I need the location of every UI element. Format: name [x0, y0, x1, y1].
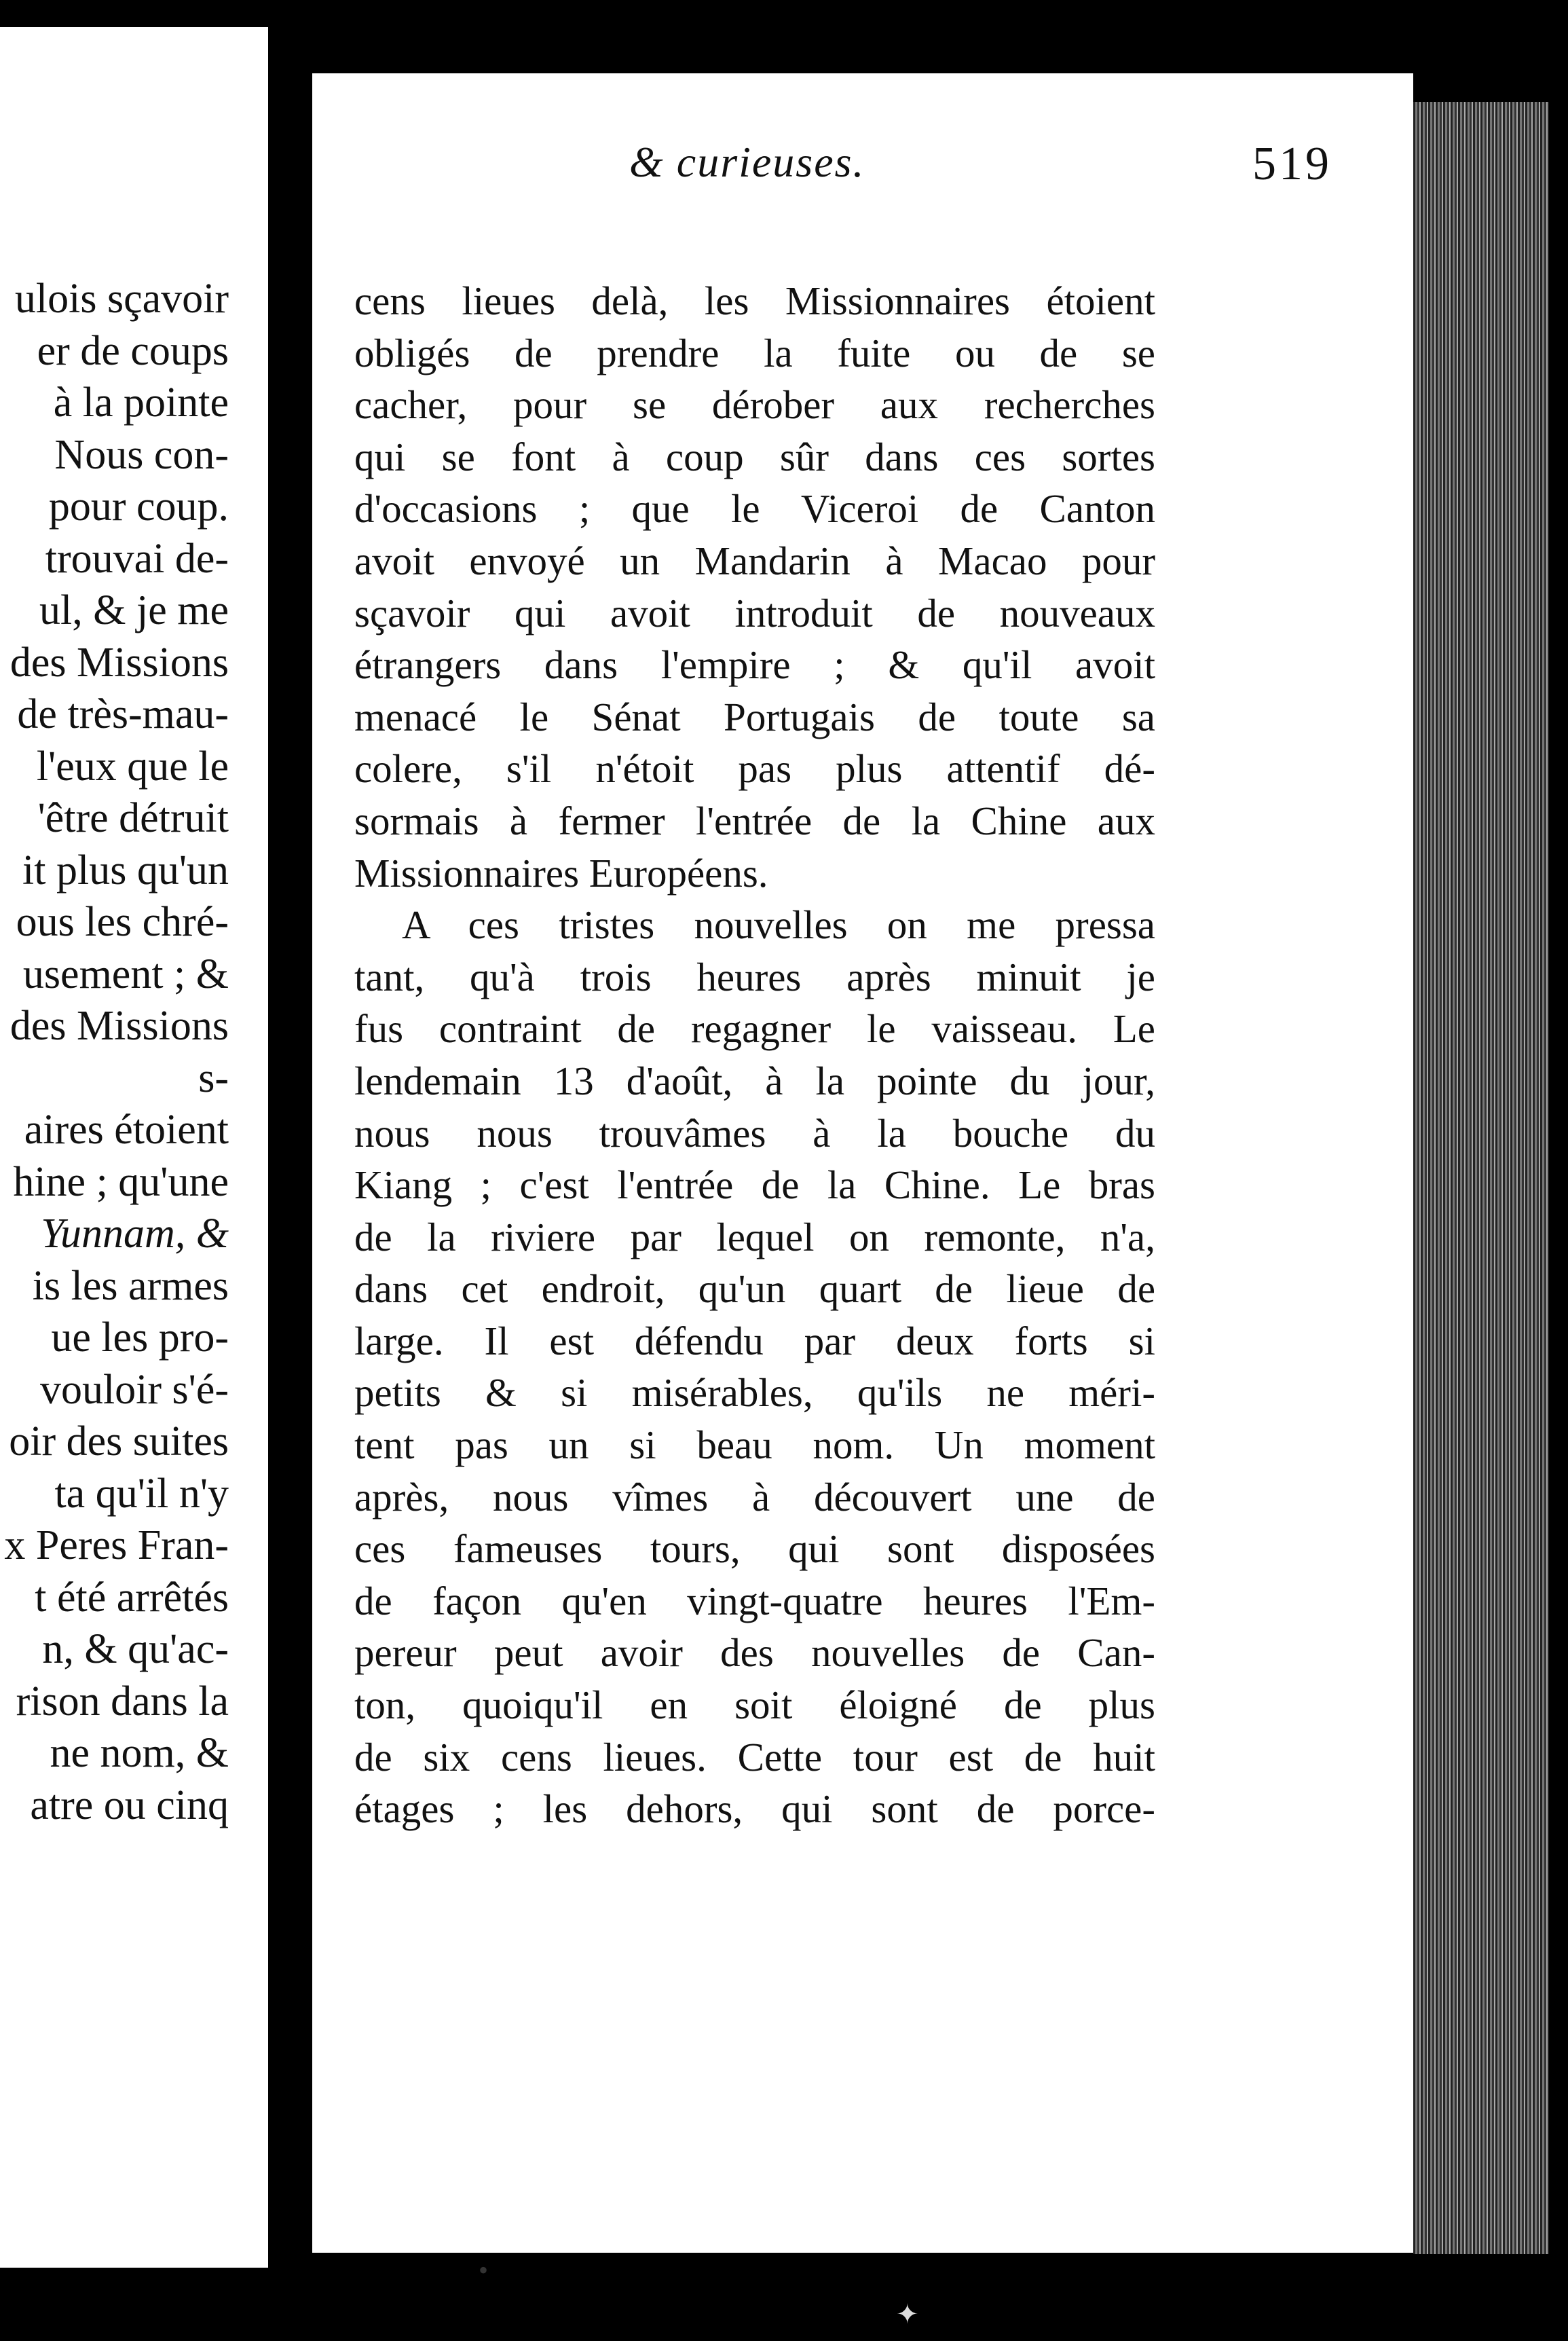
dot-mark: •: [479, 2255, 489, 2285]
text-line: étages ; les dehors, qui sont de porce-: [354, 1786, 1155, 1832]
left-line: it plus qu'un: [22, 847, 229, 893]
left-line: s-: [198, 1054, 229, 1101]
left-line: ulois sçavoir: [14, 276, 229, 322]
left-line: oir des suites: [9, 1418, 229, 1464]
text-line: large. Il est défendu par deux forts si: [354, 1318, 1155, 1363]
left-line: ue les pro-: [51, 1314, 229, 1361]
text-line: Missionnaires Européens.: [354, 850, 768, 896]
text-line: ces fameuses tours, qui sont disposées: [354, 1526, 1155, 1572]
left-line: ous les chré-: [16, 899, 229, 945]
left-line: ul, & je me: [39, 587, 229, 633]
text-line: A ces tristes nouvelles on me pressa: [402, 902, 1155, 948]
left-line: ta qu'il n'y: [54, 1470, 229, 1517]
text-line: d'occasions ; que le Viceroi de Canton: [354, 486, 1155, 532]
text-line: de six cens lieues. Cette tour est de huit: [354, 1734, 1155, 1780]
left-line: 'être détruit: [37, 795, 229, 841]
left-line: trouvai de-: [45, 535, 229, 582]
left-line: rison dans la: [16, 1678, 229, 1725]
running-title: & curieuses.: [629, 138, 865, 186]
left-page: [0, 27, 268, 2268]
text-line: lendemain 13 d'août, à la pointe du jour,: [354, 1058, 1155, 1103]
text-line: tent pas un si beau nom. Un moment: [354, 1422, 1155, 1468]
text-line: tant, qu'à trois heures après minuit je: [354, 954, 1155, 999]
left-line: de très-mau-: [17, 691, 229, 737]
left-line: hine ; qu'une: [13, 1158, 229, 1205]
text-line: cacher, pour se dérober aux recherches: [354, 382, 1155, 428]
text-line: Kiang ; c'est l'entrée de la Chine. Le bras: [354, 1162, 1155, 1208]
left-line: n, & qu'ac-: [42, 1626, 229, 1672]
text-line: étrangers dans l'empire ; & qu'il avoit: [354, 642, 1155, 688]
left-line: Yunnam, &: [41, 1211, 229, 1257]
left-line: atre ou cinq: [30, 1782, 229, 1828]
left-page-text: [0, 273, 229, 1831]
page-edges: [1413, 102, 1549, 2254]
text-line: sormais à fermer l'entrée de la Chine aux: [354, 798, 1155, 843]
text-line: avoit envoyé un Mandarin à Macao pour: [354, 538, 1155, 583]
text-line: fus contraint de regagner le vaisseau. Le: [354, 1006, 1155, 1052]
left-line: des Missions: [10, 1003, 229, 1049]
left-line: pour coup.: [48, 483, 229, 530]
left-line: l'eux que le: [36, 743, 229, 790]
page-number: 519: [1252, 138, 1332, 190]
left-line: er de coups: [37, 327, 229, 374]
left-line: aires étoient: [24, 1107, 229, 1153]
left-line: vouloir s'é-: [39, 1366, 229, 1413]
left-line: Nous con-: [54, 431, 229, 478]
text-line: colere, s'il n'étoit pas plus attentif dé-: [354, 746, 1155, 792]
left-line: is les armes: [32, 1262, 229, 1309]
left-line: à la pointe: [53, 380, 229, 426]
left-line: x Peres Fran-: [4, 1522, 229, 1568]
left-line: ne nom, &: [50, 1730, 229, 1776]
running-head: [314, 137, 1332, 198]
text-line: nous nous trouvâmes à la bouche du: [354, 1110, 1155, 1156]
text-line: dans cet endroit, qu'un quart de lieue de: [354, 1266, 1155, 1312]
left-line: usement ; &: [22, 951, 229, 997]
text-line: obligés de prendre la fuite ou de se: [354, 330, 1155, 375]
text-line: qui se font à coup sûr dans ces sortes: [354, 434, 1155, 479]
text-line: cens lieues delà, les Missionnaires étoient: [354, 278, 1155, 323]
text-line: petits & si misérables, qu'ils ne méri-: [354, 1370, 1155, 1416]
text-line: après, nous vîmes à découvert une de: [354, 1474, 1155, 1519]
left-line: des Missions: [10, 639, 229, 686]
text-line: de façon qu'en vingt-quatre heures l'Em-: [354, 1578, 1155, 1623]
text-line: sçavoir qui avoit introduit de nouveaux: [354, 590, 1155, 635]
text-line: ton, quoiqu'il en soit éloigné de plus: [354, 1682, 1155, 1728]
text-line: menacé le Sénat Portugais de toute sa: [354, 694, 1155, 739]
text-line: pereur peut avoir des nouvelles de Can-: [354, 1630, 1155, 1676]
left-line: t été arrêtés: [35, 1574, 229, 1621]
body-text: [354, 275, 1155, 1835]
text-line: de la riviere par lequel on remonte, n'a,: [354, 1214, 1155, 1259]
stamp-mark: ✦: [896, 2299, 919, 2329]
